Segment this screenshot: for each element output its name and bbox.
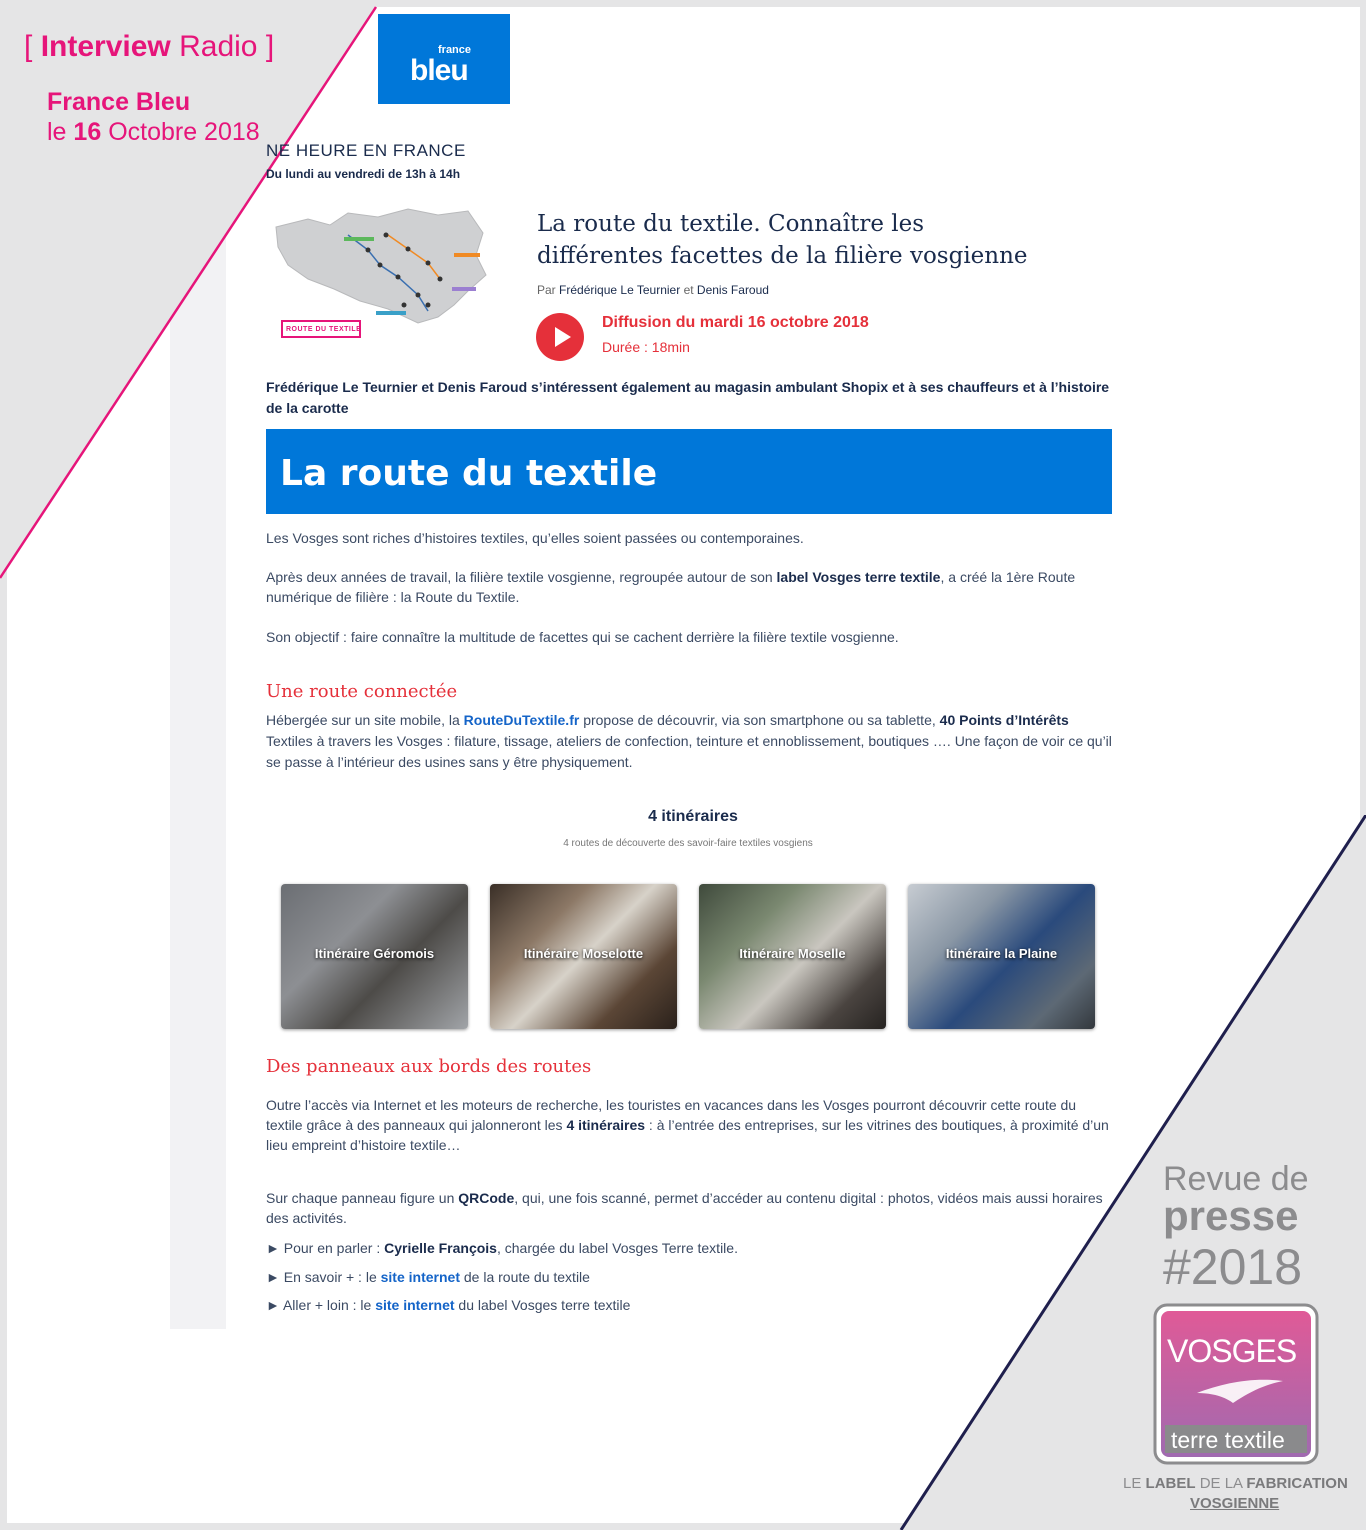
paragraph-mobile-site: Hébergée sur un site mobile, la RouteDuTextile.fr propose de découvrir, via son smartphone ou sa tablette, 40 Points d’Intérêts Textiles à travers les Vosges : filature, tissage, ateliers de confection, teinture et ennoblissement, boutiques …. Une façon de voir ce qu’il se passe à l’intérieur des usines sans y être physiquement. bbox=[266, 712, 1112, 770]
banner-title: La route du textile bbox=[280, 453, 658, 494]
paragraph-qrcode: Sur chaque panneau figure un QRCode, qui, une fois scanné, permet d’accéder au contenu digital : photos, vidéos mais aussi horaires des activités. bbox=[266, 1190, 1103, 1226]
year-heading: #2018 bbox=[1163, 1239, 1303, 1295]
paragraph-work: Après deux années de travail, la filière textile vosgienne, regroupée autour de son label Vosges terre textile, a créé la 1ère Route numérique de filière : la Route du Textile. bbox=[266, 569, 1076, 605]
logo-terre-text: terre textile bbox=[1171, 1427, 1285, 1453]
bullet-learn-more: ► En savoir + : le site internet de la route du textile bbox=[266, 1269, 590, 1285]
vosges-terre-textile-logo bbox=[1153, 1303, 1323, 1465]
article-title: La route du textile. Connaître les différentes facettes de la filière vosgienne bbox=[537, 211, 1028, 269]
paragraph-panels: Outre l’accès via Internet et les moteurs de recherche, les touristes en vacances dans les Vosges pourront découvrir cette route du textile grâce à des panneaux qui jalonneront les 4 itinéraires : à l’entrée des entreprises, sur les vitrines des boutiques, à proximité d’un lieu empreint d’histoire textile… bbox=[266, 1097, 1109, 1153]
interview-tag: [ Interview Radio ] bbox=[24, 30, 275, 63]
france-bleu-logo: france bleu bbox=[378, 14, 510, 104]
broadcast-date: Diffusion du mardi 16 octobre 2018 bbox=[602, 314, 869, 331]
play-button[interactable] bbox=[536, 313, 584, 361]
paragraph-objective: Son objectif : faire connaître la multitude de facettes qui se cachent derrière la filière textile vosgienne. bbox=[266, 629, 899, 645]
route-badge-label: ROUTE DU TEXTILE bbox=[286, 326, 362, 333]
itinerary-tile-moselotte[interactable]: Itinéraire Moselotte bbox=[490, 884, 677, 1029]
bullet-contact: ► Pour en parler : Cyrielle François, chargée du label Vosges Terre textile. bbox=[266, 1240, 738, 1256]
heading-connected-route: Une route connectée bbox=[266, 681, 458, 702]
bullet-go-further: ► Aller + loin : le site internet du label Vosges terre textile bbox=[266, 1297, 631, 1313]
show-title: NE HEURE EN FRANCE bbox=[266, 141, 466, 160]
itinerary-tile-moselle[interactable]: Itinéraire Moselle bbox=[699, 884, 886, 1029]
article-lead: Frédérique Le Teurnier et Denis Faroud s’intéressent également au magasin ambulant Shopix et à ses chauffeurs et à l’histoire de la carotte bbox=[266, 379, 1110, 416]
byline: Par Frédérique Le Teurnier et Denis Faroud bbox=[537, 283, 769, 297]
section-banner bbox=[266, 429, 1112, 514]
heading-roadside-panels: Des panneaux aux bords des routes bbox=[266, 1056, 592, 1077]
label-link[interactable]: label Vosges terre textile bbox=[776, 569, 941, 585]
route-map-thumbnail[interactable] bbox=[268, 205, 498, 345]
route-website-link[interactable]: site internet bbox=[380, 1269, 460, 1285]
presse-heading: presse bbox=[1163, 1192, 1299, 1239]
label-tagline-region: VOSGIENNE bbox=[1190, 1495, 1280, 1512]
label-website-link[interactable]: site internet bbox=[375, 1297, 455, 1313]
routedutextile-link[interactable]: RouteDuTextile.fr bbox=[463, 712, 580, 728]
show-schedule: Du lundi au vendredi de 13h à 14h bbox=[266, 167, 461, 181]
outlet-date: le 16 Octobre 2018 bbox=[47, 118, 260, 146]
broadcast-duration: Durée : 18min bbox=[602, 339, 690, 355]
revue-heading: Revue de bbox=[1163, 1160, 1309, 1198]
itinerary-tile-geromois[interactable]: Itinéraire Géromois bbox=[281, 884, 468, 1029]
label-tagline: LE LABEL DE LA FABRICATION bbox=[1123, 1475, 1348, 1492]
outlet-name: France Bleu bbox=[47, 88, 191, 116]
itineraries-title: 4 itinéraires bbox=[648, 808, 738, 825]
play-icon bbox=[536, 313, 584, 361]
logo-vosges-text: VOSGES bbox=[1167, 1333, 1297, 1369]
itinerary-tile-plaine[interactable]: Itinéraire la Plaine bbox=[908, 884, 1095, 1029]
itineraries-subtitle: 4 routes de découverte des savoir-faire textiles vosgiens bbox=[563, 838, 813, 849]
paragraph-intro: Les Vosges sont riches d’histoires textiles, qu’elles soient passées ou contemporaines. bbox=[266, 530, 804, 546]
